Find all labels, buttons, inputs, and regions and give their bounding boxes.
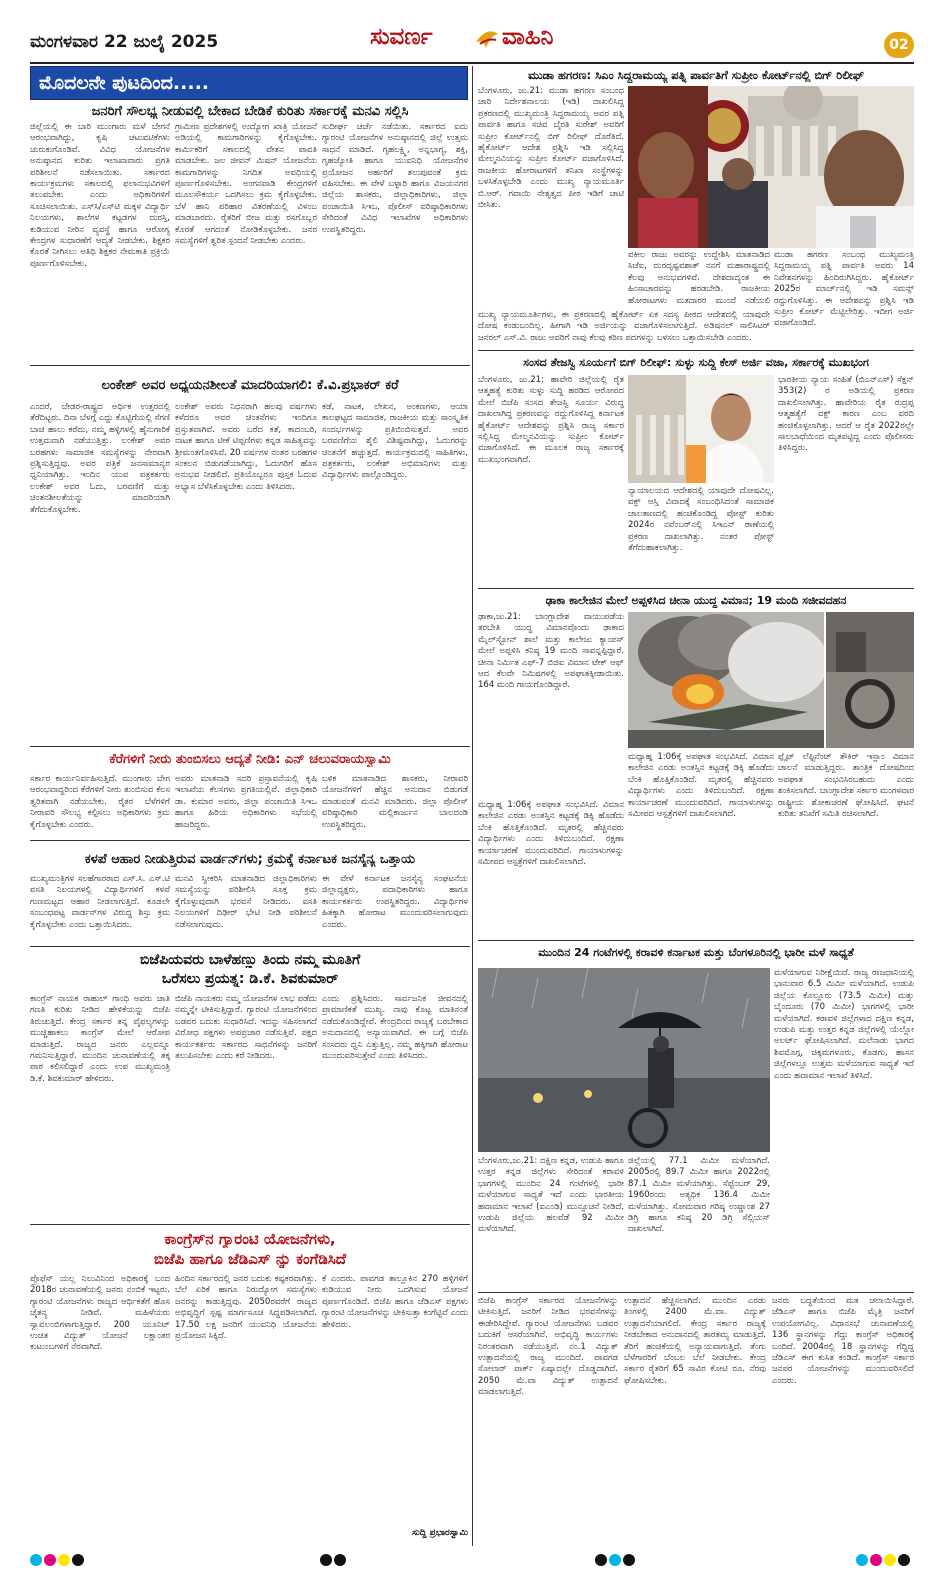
registration-dot: [30, 1554, 42, 1566]
masthead-rule: [30, 62, 914, 64]
article-headline: ಕೆರೆಗಳಿಗೆ ನೀರು ತುಂಬಿಸಲು ಆದ್ಯತೆ ನೀಡಿ: ಎನ್ ಚಲುವರಾಯಸ್ವಾಮಿ: [109, 752, 391, 767]
article-body: ಮನವಿ ಸ್ವೀಕರಿಸಿ ಮಾತನಾಡಿದ ಜಿಲ್ಲಾಧಿಕಾರಿಗಳು ಸಮಸ್ಯೆಯನ್ನು ಪರಿಶೀಲಿಸಿ ಸೂಕ್ತ ಕ್ರಮ ಕೈಗೊಳ್ಳುವುದಾಗಿ ಭರವಸೆ ನೀಡಿದರು. ವಸತಿ ನಿಲಯಗಳಿಗೆ ದಿಢೀರ್ ಭೇಟಿ ನೀಡಿ ಪರಿಶೀಲನೆ ನಡೆಸಲಾಗುವುದು.: [175, 874, 317, 930]
photo-rain-icon: [478, 968, 770, 1152]
news-photo-plane-crash: [628, 612, 824, 748]
photo-crash-icon: [628, 612, 824, 748]
article-headline: ಸಂಸದ ತೇಜಸ್ವಿ ಸೂರ್ಯಗೆ ಬಿಗ್ ರಿಲೀಫ್: ಸುಳ್ಳು ಸುದ್ದಿ ಕೇಸ್ ಅರ್ಜಿ ವಜಾ, ಸರ್ಕಾರಕ್ಕೆ ಮುಖಭಂಗ: [523, 356, 869, 369]
article-headline: ಢಾಕಾ ಕಾಲೇಜಿನ ಮೇಲೆ ಅಪ್ಪಳಿಸಿದ ಚೀನಾ ಯುದ್ಧ ವಿಮಾನ; 19 ಮಂದಿ ಸಜೀವದಹನ: [545, 594, 847, 607]
article-headline: ಕಳಪೆ ಆಹಾರ ನೀಡುತ್ತಿರುವ ವಾರ್ಡನ್‌ಗಳು; ಕ್ರಮಕ್ಕೆ ಕರ್ನಾಟಕ ಜನಸೈನ್ಯ ಒತ್ತಾಯ: [84, 852, 416, 867]
article-body: ಲಂಕೇಶ್ ಅವರು ನಿಧನರಾಗಿ ಹಲವು ವರ್ಷಗಳು ಕಳೆದರೂ ಅವರ ಚಿಂತನೆಗಳು ಇಂದಿಗೂ ಪ್ರಸ್ತುತವಾಗಿವೆ. ಅವರು ಬರೆದ ಕತೆ, ಕಾದಂಬರಿ, ನಾಟಕ ಹಾಗೂ ಟೀಕೆ ಟಿಪ್ಪಣಿಗಳು ಕನ್ನಡ ಸಾಹಿತ್ಯವನ್ನು ಶ್ರೀಮಂತಗೊಳಿಸಿವೆ. 20 ವರ್ಷಗಳ ನಂತರ ಬರಹಗಳ ಸಂಕಲನ ಬಿಡುಗಡೆಯಾಗಿದ್ದು, ಓದುಗರಿಗೆ ಹೊಸ ಅನುಭವ ನೀಡಲಿದೆ. ಪ್ರತಿಯೊಬ್ಬರೂ ಪುಸ್ತಕ ಓದುವ ಅಭ್ಯಾಸ ಬೆಳೆಸಿಕೊಳ್ಳಬೇಕು ಎಂದು ತಿಳಿಸಿದರು.: [175, 402, 317, 492]
newspaper-logo: [370, 24, 640, 56]
registration-dot: [72, 1554, 84, 1566]
registration-dot: [44, 1554, 56, 1566]
photo-portrait-icon: [628, 375, 774, 483]
article-headline: ಮುಡಾ ಹಗರಣ: ಸಿಎಂ ಸಿದ್ದರಾಮಯ್ಯ ಪತ್ನಿ ಪಾರ್ವತಿಗೆ ಸುಪ್ರೀಂ ಕೋರ್ಟ್‌ನಲ್ಲಿ ಬಿಗ್ ರಿಲೀಫ್: [528, 68, 864, 82]
registration-dot: [58, 1554, 70, 1566]
article-divider: [30, 365, 470, 366]
article-body: ಬೆಂಗಳೂರು, ಜು.21: ಮುಡಾ ಹಗರಣ ಸಂಬಂಧ ಜಾರಿ ನಿರ್ದೇಶನಾಲಯ (ಇಡಿ) ದಾಖಲಿಸಿದ್ದ ಪ್ರಕರಣದಲ್ಲಿ ಮುಖ್ಯಮಂತ್ರಿ ಸಿದ್ದರಾಮಯ್ಯ ಅವರ ಪತ್ನಿ ಪಾರ್ವತಿ ಹಾಗೂ ಸಚಿವ ಬೈರತಿ ಸುರೇಶ್ ಅವರಿಗೆ ಸುಪ್ರೀಂ ಕೋರ್ಟ್‌ನಲ್ಲಿ ಬಿಗ್ ರಿಲೀಫ್ ದೊರೆತಿದೆ. ಹೈಕೋರ್ಟ್ ಆದೇಶ ಪ್ರಶ್ನಿಸಿ ಇಡಿ ಸಲ್ಲಿಸಿದ್ದ ಮೇಲ್ಮನವಿಯನ್ನು ಸುಪ್ರೀಂ ಕೋರ್ಟ್ ವಜಾಗೊಳಿಸಿದೆ. ರಾಜಕೀಯ ಹೋರಾಟಗಳಿಗೆ ತನಿಖಾ ಸಂಸ್ಥೆಗಳನ್ನು ಬಳಸಿಕೊಳ್ಳಬೇಡಿ ಎಂದು ಮುಖ್ಯ ನ್ಯಾಯಮೂರ್ತಿ ಬಿ.ಆರ್. ಗವಾಯಿ ನೇತೃತ್ವದ ಪೀಠ ಇಡಿಗೆ ಚಾಟಿ ಬೀಸಿತು.: [478, 86, 624, 211]
article-body: ಮಧ್ಯಾಹ್ನ 1:06ಕ್ಕೆ ಅಪಘಾತ ಸಂಭವಿಸಿದೆ. ವಿಮಾನ ಕಾಲೇಜಿನ ಎರಡು ಅಂತಸ್ತಿನ ಕಟ್ಟಡಕ್ಕೆ ಡಿಕ್ಕಿ ಹೊಡೆದು ಬೆಂಕಿ ಹೊತ್ತಿಕೊಂಡಿದೆ. ಮೃತರಲ್ಲಿ ಹೆಚ್ಚಿನವರು ವಿದ್ಯಾರ್ಥಿಗಳು ಎಂದು ತಿಳಿದುಬಂದಿದೆ. ರಕ್ಷಣಾ ಕಾರ್ಯಾಚರಣೆ ಮುಂದುವರಿದಿದೆ. ಗಾಯಾಳುಗಳನ್ನು ಸಮೀಪದ ಆಸ್ಪತ್ರೆಗಳಿಗೆ ದಾಖಲಿಸಲಾಗಿದೆ.: [628, 752, 774, 820]
registration-dot: [609, 1554, 621, 1566]
article-body: ಉತ್ಪಾದನೆ ಹೆಚ್ಚಿಸಲಾಗಿದೆ. ಮುಂದಿನ ಎರಡು ತಿಂಗಳಲ್ಲಿ 2400 ಮೆ.ವಾ. ವಿದ್ಯುತ್ ಉತ್ಪಾದನೆಯಾಗಲಿದೆ. ಕೇಂದ್ರ ಸರ್ಕಾರ ರಾಜ್ಯಕ್ಕೆ ನೀಡಬೇಕಾದ ಅನುದಾನದಲ್ಲಿ ತಾರತಮ್ಯ ಮಾಡುತ್ತಿದೆ. ತೆರಿಗೆ ಹಂಚಿಕೆಯಲ್ಲಿ ಅನ್ಯಾಯವಾಗುತ್ತಿದೆ. ತೆಂಗು ಬೆಳೆಗಾರರಿಗೆ ಬೆಂಬಲ ಬೆಲೆ ನೀಡಬೇಕು. ಕೇಂದ್ರ ಸರ್ಕಾರ ರೈತರಿಗೆ 65 ಸಾವಿರ ಕೋಟಿ ರೂ. ನೆರವು ಘೋಷಿಸಬೇಕು.: [624, 1296, 766, 1386]
article-body: ಬೆಂಗಳೂರು,ಜು.21: ದಕ್ಷಿಣ ಕನ್ನಡ, ಉಡುಪಿ ಹಾಗೂ ಉತ್ತರ ಕನ್ನಡ ಜಿಲ್ಲೆಗಳು ಸೇರಿದಂತೆ ಕರಾವಳಿ ಭಾಗಗಳಲ್ಲಿ ಮುಂದಿನ 24 ಗಂಟೆಗಳಲ್ಲಿ ಭಾರೀ ಮಳೆಯಾಗುವ ಸಾಧ್ಯತೆ ಇದೆ ಎಂದು ಭಾರತೀಯ ಹವಾಮಾನ ಇಲಾಖೆ (ಐಎಂಡಿ) ಮುನ್ಸೂಚನೆ ನೀಡಿದೆ. ಉಡುಪಿ ಜಿಲ್ಲೆಯ ಹಲವೆಡೆ 92 ಮಿಮೀ ಮಳೆಯಾಗಿದೆ.: [478, 1156, 624, 1235]
byline: ಸುದ್ದಿ ಪ್ರಭಾರಸ್ವಾಮಿ: [412, 1528, 468, 1538]
registration-dot: [856, 1554, 868, 1566]
article-body: ಪ್ರೊಫೆಸ್ ಯಲ್ಲ ನಿಲುವಿನಿಂದ ಅಧಿಕಾರಕ್ಕೆ ಬಂದ 2018ರ ಚುನಾವಣೆಯಲ್ಲಿ ಜನರು ನಂಬಿಕೆ ಇಟ್ಟರು. ಗ್ಯಾರಂಟಿ ಯೋಜನೆಗಳು ರಾಜ್ಯದ ಆರ್ಥಿಕತೆಗೆ ಹೊಸ ಚೈತನ್ಯ ನೀಡಿವೆ. ಮಹಿಳೆಯರು ಸ್ವಾವಲಂಬಿಗಳಾಗುತ್ತಿದ್ದಾರೆ. 200 ಯೂನಿಟ್ ಉಚಿತ ವಿದ್ಯುತ್ ಯೋಜನೆ ಲಕ್ಷಾಂತರ ಕುಟುಂಬಗಳಿಗೆ ನೆರವಾಗಿದೆ.: [30, 1274, 170, 1353]
issue-date: ಮಂಗಳವಾರ 22 ಜುಲೈ 2025: [30, 32, 219, 52]
article-body: ಬೆಂಗಳೂರು, ಜು.21: ಹಾವೇರಿ ಜಿಲ್ಲೆಯಲ್ಲಿ ರೈತ ಆತ್ಮಹತ್ಯೆ ಕುರಿತು ಸುಳ್ಳು ಸುದ್ದಿ ಹರಡಿದ ಆರೋಪದ ಮೇಲೆ ಬಿಜೆಪಿ ಸಂಸದ ತೇಜಸ್ವಿ ಸೂರ್ಯ ವಿರುದ್ಧ ದಾಖಲಾಗಿದ್ದ ಪ್ರಕರಣವನ್ನು ರದ್ದುಗೊಳಿಸಿದ್ದ ಕರ್ನಾಟಕ ಹೈಕೋರ್ಟ್ ಆದೇಶವನ್ನು ಪ್ರಶ್ನಿಸಿ ರಾಜ್ಯ ಸರ್ಕಾರ ಸಲ್ಲಿಸಿದ್ದ ಮೇಲ್ಮನವಿಯನ್ನು ಸುಪ್ರೀಂ ಕೋರ್ಟ್ ವಜಾಗೊಳಿಸಿದೆ. ಈ ಮೂಲಕ ರಾಜ್ಯ ಸರ್ಕಾರಕ್ಕೆ ಮುಖಭಂಗವಾಗಿದೆ.: [478, 375, 624, 465]
logo-text-right: ವಾಹಿನಿ: [502, 24, 554, 50]
registration-dot: [870, 1554, 882, 1566]
article-headline: ಬಿಜೆಪಿ ಹಾಗೂ ಜೆಡಿಎಸ್ ನ್ನು ಕಂಗೆಡಿಸಿದೆ: [153, 1250, 347, 1268]
article-body: ಭಾರತೀಯ ನ್ಯಾಯ ಸಂಹಿತೆ (ಬಿಎನ್‌ಎಸ್) ಸೆಕ್ಷನ್ 353(2) ರ ಅಡಿಯಲ್ಲಿ ಪ್ರಕರಣ ದಾಖಲಿಸಲಾಗಿತ್ತು. ಹಾವೇರಿಯ ರೈತ ರುದ್ರಪ್ಪ ಆತ್ಮಹತ್ಯೆಗೆ ವಕ್ಫ್ ಕಾರಣ ಎಂಬ ವರದಿ ಹಂಚಿಕೊಳ್ಳಲಾಗಿತ್ತು. ಆದರೆ ಆ ರೈತ 2022ರಲ್ಲೇ ಸಾಲಬಾಧೆಯಿಂದ ಮೃತಪಟ್ಟಿದ್ದ ಎಂದು ಪೊಲೀಸರು ತಿಳಿಸಿದ್ದರು.: [778, 375, 914, 454]
article-body: ಹಿಂದಿನ ಸರ್ಕಾರದಲ್ಲಿ ಜನರ ಬದುಕು ಕಷ್ಟಕರವಾಗಿತ್ತು. ಬೆಲೆ ಏರಿಕೆ ಹಾಗೂ ನಿರುದ್ಯೋಗ ಸಮಸ್ಯೆಗಳು ಜನರನ್ನು ಕಾಡುತ್ತಿದ್ದವು. 2050ರವರೆಗೆ ರಾಜ್ಯದ ಅಭಿವೃದ್ಧಿಗೆ ಸ್ಪಷ್ಟ ಮಾರ್ಗಸೂಚಿ ಸಿದ್ಧಪಡಿಸಲಾಗಿದೆ. 17.50 ಲಕ್ಷ ಜನರಿಗೆ ಯುವನಿಧಿ ಯೋಜನೆಯ ಪ್ರಯೋಜನ ಸಿಕ್ಕಿದೆ.: [175, 1274, 317, 1342]
article-divider: [30, 746, 470, 747]
article-body: ಢಾಕಾ,ಜು.21: ಬಾಂಗ್ಲಾದೇಶ ವಾಯುಪಡೆಯ ತರಬೇತಿ ಯುದ್ಧ ವಿಮಾನವೊಂದು ಢಾಕಾದ ಮೈಲ್‌ಸ್ಟೋನ್ ಶಾಲೆ ಮತ್ತು ಕಾಲೇಜು ಕ್ಯಾಂಪಸ್ ಮೇಲೆ ಅಪ್ಪಳಿಸಿ ಕನಿಷ್ಠ 19 ಮಂದಿ ಸಾವನ್ನಪ್ಪಿದ್ದಾರೆ. ಚೀನಾ ನಿರ್ಮಿತ ಎಫ್-7 ಬಿಜಿಐ ವಿಮಾನ ಟೇಕ್ ಆಫ್ ಆದ ಕೆಲವೇ ನಿಮಿಷಗಳಲ್ಲಿ ಅಪಘಾತಕ್ಕೀಡಾಯಿತು. 164 ಮಂದಿ ಗಾಯಗೊಂಡಿದ್ದಾರೆ.: [478, 612, 624, 691]
logo-emblem-icon: [474, 26, 500, 52]
registration-dot: [884, 1554, 896, 1566]
article-body: ಬಿಜೆಪಿ ನಾಯಕರು ನಮ್ಮ ಯೋಜನೆಗಳ ಲಾಭ ಪಡೆದು ನಮ್ಮನ್ನೇ ಟೀಕಿಸುತ್ತಿದ್ದಾರೆ. ಗ್ಯಾರಂಟಿ ಯೋಜನೆಗಳಿಂದ ಬಡವರ ಬದುಕು ಸುಧಾರಿಸಿದೆ. ಇದನ್ನು ಸಹಿಸಲಾಗದೆ ವಿರೋಧ ಪಕ್ಷಗಳು ಅಪಪ್ರಚಾರ ನಡೆಸುತ್ತಿವೆ. ಪಕ್ಷದ ಕಾರ್ಯಕರ್ತರು ಸರ್ಕಾರದ ಸಾಧನೆಗಳನ್ನು ಜನರಿಗೆ ತಲುಪಿಸಬೇಕು ಎಂದು ಕರೆ ನೀಡಿದರು.: [175, 994, 317, 1062]
article-headline: ಮುಂದಿನ 24 ಗಂಟೆಗಳಲ್ಲಿ ಕರಾವಳಿ ಕರ್ನಾಟಕ ಮತ್ತು ಬೆಂಗಳೂರಿನಲ್ಲಿ ಭಾರೀ ಮಳೆ ಸಾಧ್ಯತೆ: [538, 946, 854, 959]
news-photo-wreckage: [826, 612, 914, 748]
article-body: ಜನರು ಬದ್ಧತೆಯಿಂದ ಮತ ಚಲಾಯಿಸಿದ್ದಾರೆ. ಜೆಡಿಎಸ್ ಹಾಗೂ ಬಿಜೆಪಿ ಮೈತ್ರಿ ಜನರಿಗೆ ಉಪಯೋಗವಿಲ್ಲ. ವಿಧಾನಸಭೆ ಚುನಾವಣೆಯಲ್ಲಿ 136 ಸ್ಥಾನಗಳನ್ನು ಗೆದ್ದು ಕಾಂಗ್ರೆಸ್ ಅಧಿಕಾರಕ್ಕೆ ಬಂದಿದೆ. 2004ರಲ್ಲಿ 18 ಸ್ಥಾನಗಳನ್ನು ಗೆದ್ದಿದ್ದ ಜೆಡಿಎಸ್ ಈಗ ಕುಸಿತ ಕಂಡಿದೆ. ಕಾಂಗ್ರೆಸ್ ಸರ್ಕಾರ ಜನಪರ ಯೋಜನೆಗಳನ್ನು ಮುಂದುವರಿಸಲಿದೆ ಎಂದರು.: [772, 1296, 914, 1386]
registration-marks-left: [30, 1554, 90, 1566]
article-headline: ಲಂಕೇಶ್ ಅವರ ಅಧ್ಯಯನಶೀಲತೆ ಮಾದರಿಯಾಗಲಿ: ಕೆ.ವಿ.ಪ್ರಭಾಕರ್ ಕರೆ: [101, 378, 399, 393]
article-body: ಕೆ ಎಂದರು. ಪಾವಗಡ ತಾಲ್ಲೂಕಿನ 270 ಹಳ್ಳಿಗಳಿಗೆ ಕುಡಿಯುವ ನೀರು ಒದಗಿಸುವ ಯೋಜನೆ ಪೂರ್ಣಗೊಂಡಿದೆ. ಬಿಜೆಪಿ ಹಾಗೂ ಜೆಡಿಎಸ್ ಪಕ್ಷಗಳು ಗ್ಯಾರಂಟಿ ಯೋಜನೆಗಳನ್ನು ಟೀಕಿಸುತ್ತಾ ಕಂಗೆಟ್ಟಿವೆ ಎಂದು ಹೇಳಿದರು.: [322, 1274, 468, 1330]
registration-dot: [898, 1554, 910, 1566]
news-photo-rain-umbrella: [478, 968, 770, 1152]
article-body: ಮುಡಾ ಹಗರಣ ಸಂಬಂಧ ಮುಖ್ಯಮಂತ್ರಿ ಸಿದ್ದರಾಮಯ್ಯ ಪತ್ನಿ ಪಾರ್ವತಿ ಅವರು 14 ನಿವೇಶನಗಳನ್ನು ಹಿಂದಿರುಗಿಸಿದ್ದರು. ಹೈಕೋರ್ಟ್ 2025ರ ಮಾರ್ಚ್‌ನಲ್ಲಿ ಇಡಿ ಸಮನ್ಸ್ ರದ್ದುಗೊಳಿಸಿತ್ತು. ಈ ಆದೇಶವನ್ನು ಪ್ರಶ್ನಿಸಿ ಇಡಿ ಸುಪ್ರೀಂ ಕೋರ್ಟ್ ಮೆಟ್ಟಿಲೇರಿತ್ತು. ಇದೀಗ ಅರ್ಜಿ ವಜಾಗೊಂಡಿದೆ.: [774, 250, 914, 329]
article-body: ಎಂದು ಪ್ರಶ್ನಿಸಿದರು. ಸಾರ್ವಜನಿಕ ಜೀವನದಲ್ಲಿ ಪ್ರಾಮಾಣಿಕತೆ ಮುಖ್ಯ. ನಾವು ಕೊಟ್ಟ ಮಾತಿನಂತೆ ನಡೆದುಕೊಂಡಿದ್ದೇವೆ. ಕೇಂದ್ರದಿಂದ ರಾಜ್ಯಕ್ಕೆ ಬರಬೇಕಾದ ಅನುದಾನದಲ್ಲಿ ಅನ್ಯಾಯವಾಗಿದೆ. ಈ ಬಗ್ಗೆ ಬಿಜೆಪಿ ಸಂಸದರು ಧ್ವನಿ ಎತ್ತುತ್ತಿಲ್ಲ. ನಮ್ಮ ಹಕ್ಕಿಗಾಗಿ ಹೋರಾಟ ಮುಂದುವರಿಸುತ್ತೇವೆ ಎಂದು ತಿಳಿಸಿದರು.: [322, 994, 468, 1062]
logo-text-left: ಸುವರ್ಣ: [370, 24, 433, 50]
article-body-continued: ಮಧ್ಯಾಹ್ನ 1:06ಕ್ಕೆ ಅಪಘಾತ ಸಂಭವಿಸಿದೆ. ವಿಮಾನ ಕಾಲೇಜಿನ ಎರಡು ಅಂತಸ್ತಿನ ಕಟ್ಟಡಕ್ಕೆ ಡಿಕ್ಕಿ ಹೊಡೆದು ಬೆಂಕಿ ಹೊತ್ತಿಕೊಂಡಿದೆ. ಮೃತರಲ್ಲಿ ಹೆಚ್ಚಿನವರು ವಿದ್ಯಾರ್ಥಿಗಳು ಎಂದು ತಿಳಿದುಬಂದಿದೆ. ರಕ್ಷಣಾ ಕಾರ್ಯಾಚರಣೆ ಮುಂದುವರಿದಿದೆ. ಗಾಯಾಳುಗಳನ್ನು ಸಮೀಪದ ಆಸ್ಪತ್ರೆಗಳಿಗೆ ದಾಖಲಿಸಲಾಗಿದೆ.: [478, 800, 624, 868]
column-divider: [472, 66, 473, 1546]
article-body: [628, 250, 629, 251]
article-headline: ಜನರಿಗೆ ಸೌಲಭ್ಯ ನೀಡುವಲ್ಲಿ ಬೇಕಾದ ಬೇಡಿಕೆ ಕುರಿತು ಸರ್ಕಾರಕ್ಕೆ ಮನವಿ ಸಲ್ಲಿಸಿ: [91, 104, 409, 119]
article-body: ಬಿಜೆಪಿ ಕಾಂಗ್ರೆಸ್ ಸರ್ಕಾರದ ಯೋಜನೆಗಳನ್ನು ಟೀಕಿಸುತ್ತಿದೆ. ಜನರಿಗೆ ನೀಡಿದ ಭರವಸೆಗಳನ್ನು ಈಡೇರಿಸಿದ್ದೇವೆ. ಗ್ಯಾರಂಟಿ ಯೋಜನೆಗಳು ಬಡವರ ಬದುಕಿಗೆ ಆಸರೆಯಾಗಿವೆ. ಅಭಿವೃದ್ಧಿ ಕಾರ್ಯಗಳು ನಿರಂತರವಾಗಿ ನಡೆಯುತ್ತಿವೆ. ನಂ.1 ವಿದ್ಯುತ್ ಉತ್ಪಾದನೆಯಲ್ಲಿ ರಾಜ್ಯ ಮುಂದಿದೆ. ಪಾವಗಡ ಸೋಲಾರ್ ಪಾರ್ಕ್ ಏಷ್ಯಾದಲ್ಲೇ ದೊಡ್ಡದಾಗಿದೆ. 2050 ಮೆ.ವಾ ವಿದ್ಯುತ್ ಉತ್ಪಾದನೆ ಮಾಡಲಾಗುತ್ತಿದೆ.: [478, 1296, 618, 1398]
article-divider: [478, 588, 914, 589]
article-body: [478, 310, 770, 348]
section-banner-title: ಮೊದಲನೇ ಪುಟದಿಂದ.....: [39, 72, 210, 94]
article-body: ಕಡೆ, ನಾಟಕ, ಲೇಖನ, ಅಂಕಣಗಳು, ಆಯಾ ಕಾಲಘಟ್ಟದ ಸಾಮಾಜಿಕ, ರಾಜಕೀಯ ಮತ್ತು ಸಾಂಸ್ಕೃತಿಕ ಸಂದರ್ಭಗಳನ್ನು ಪ್ರತಿಬಿಂಬಿಸುತ್ತವೆ. ಅವರ ಬರವಣಿಗೆಯ ಶೈಲಿ ವಿಶಿಷ್ಟವಾಗಿದ್ದು, ಓದುಗರನ್ನು ಚಿಂತನೆಗೆ ಹಚ್ಚುತ್ತದೆ. ಕಾರ್ಯಕ್ರಮದಲ್ಲಿ ಸಾಹಿತಿಗಳು, ಪತ್ರಕರ್ತರು, ಲಂಕೇಶ್ ಅಭಿಮಾನಿಗಳು ಮತ್ತು ವಿದ್ಯಾರ್ಥಿಗಳು ಪಾಲ್ಗೊಂಡಿದ್ದರು.: [322, 402, 468, 481]
registration-dot: [320, 1554, 332, 1566]
masthead: [0, 0, 945, 60]
registration-marks-center-right: [595, 1554, 655, 1566]
registration-marks-center-left: [320, 1554, 360, 1566]
article-divider: [30, 840, 470, 841]
article-body: ವಕೀಲ ರಾಜು ಅವರನ್ನು ಉದ್ದೇಶಿಸಿ ಮಾತನಾಡಿದ ಸಿಜೆಐ, ದುರದೃಷ್ಟವಶಾತ್ ನನಗೆ ಮಹಾರಾಷ್ಟ್ರದಲ್ಲಿ ಕೆಲವು ಅನುಭವಗಳಿವೆ. ದೇಶದಾದ್ಯಂತ ಈ ಹಿಂಸಾಚಾರವನ್ನು ಹರಡಬೇಡಿ. ರಾಜಕೀಯ ಹೋರಾಟಗಳು ಮತದಾರರ ಮುಂದೆ ನಡೆಯಲಿ: [628, 250, 770, 306]
article-body: ಸುದೀರ್ಘ ಚರ್ಚೆ ನಡೆಯಿತು. ಸರ್ಕಾರದ ಐದು ಗ್ಯಾರಂಟಿ ಯೋಜನೆಗಳ ಅನುಷ್ಠಾನದಲ್ಲಿ ಜಿಲ್ಲೆ ಉತ್ತಮ ಸಾಧನೆ ಮಾಡಿದೆ. ಗೃಹಲಕ್ಷ್ಮಿ, ಅನ್ನಭಾಗ್ಯ, ಶಕ್ತಿ, ಗೃಹಜ್ಯೋತಿ ಹಾಗೂ ಯುವನಿಧಿ ಯೋಜನೆಗಳ ಪ್ರಯೋಜನ ಅರ್ಹರಿಗೆ ತಲುಪುವಂತೆ ಕ್ರಮ ವಹಿಸಬೇಕು. ಈ ವೇಳೆ ಬಳ್ಳಾರಿ ಹಾಗೂ ವಿಜಯನಗರ ಜಿಲ್ಲೆಯ ಶಾಸಕರು, ಜಿಲ್ಲಾಧಿಕಾರಿಗಳು, ಜಿಲ್ಲಾ ಪಂಚಾಯಿತಿ ಸಿಇಒ, ಪೊಲೀಸ್ ವರಿಷ್ಠಾಧಿಕಾರಿಗಳು ಸೇರಿದಂತೆ ವಿವಿಧ ಇಲಾಖೆಗಳ ಅಧಿಕಾರಿಗಳು ಉಪಸ್ಥಿತರಿದ್ದರು.: [322, 122, 468, 235]
article-body: ಗ್ರಾಮೀಣ ಪ್ರದೇಶಗಳಲ್ಲಿ ಉದ್ಯೋಗ ಖಾತ್ರಿ ಯೋಜನೆ ಅಡಿಯಲ್ಲಿ ಕಾಮಗಾರಿಗಳನ್ನು ಕೈಗೊಳ್ಳಬೇಕು. ಕಾರ್ಮಿಕರಿಗೆ ಸಕಾಲದಲ್ಲಿ ವೇತನ ಪಾವತಿ ಮಾಡಬೇಕು. ಜಲ ಜೀವನ್ ಮಿಷನ್ ಯೋಜನೆಯ ಕಾಮಗಾರಿಗಳನ್ನು ನಿಗದಿತ ಅವಧಿಯಲ್ಲಿ ಪೂರ್ಣಗೊಳಿಸಬೇಕು. ಅಂಗನವಾಡಿ ಕೇಂದ್ರಗಳಿಗೆ ಮೂಲಸೌಕರ್ಯ ಒದಗಿಸಲು ಕ್ರಮ ಕೈಗೊಳ್ಳಬೇಕು. ಬೆಳೆ ಹಾನಿ ಪರಿಹಾರ ವಿತರಣೆಯಲ್ಲಿ ವಿಳಂಬ ಮಾಡಬಾರದು. ರೈತರಿಗೆ ಬೀಜ ಮತ್ತು ರಸಗೊಬ್ಬರ ಕೊರತೆ ಆಗದಂತೆ ನೋಡಿಕೊಳ್ಳಬೇಕು. ಜನರ ಸಮಸ್ಯೆಗಳಿಗೆ ತ್ವರಿತ ಸ್ಪಂದನೆ ನೀಡಬೇಕು ಎಂದರು.: [175, 122, 317, 247]
article-body: ಸರ್ಕಾರ ಕಾರ್ಯನಿರ್ವಹಿಸುತ್ತಿದೆ. ಮುಂಗಾರು ಬೇಗ ಆರಂಭವಾದ್ದರಿಂದ ಕೆರೆಗಳಿಗೆ ನೀರು ತುಂಬಿಸುವ ಕೆಲಸ ತ್ವರಿತವಾಗಿ ನಡೆಯಬೇಕು. ರೈತರ ಬೆಳೆಗಳಿಗೆ ನೀರಾವರಿ ಸೌಲಭ್ಯ ಕಲ್ಪಿಸಲು ಅಧಿಕಾರಿಗಳು ಕ್ರಮ ಕೈಗೊಳ್ಳಬೇಕು ಎಂದರು.: [30, 774, 170, 830]
article-headline: ಒರೆಸಲು ಪ್ರಯತ್ನ: ಡಿ.ಕೆ. ಶಿವಕುಮಾರ್: [161, 971, 339, 987]
page-number-badge: [884, 32, 914, 58]
registration-dot: [623, 1554, 635, 1566]
article-divider: [478, 1292, 914, 1293]
article-body: ಫ್ಲೈಟ್ ಲೆಫ್ಟಿನೆಂಟ್ ತೌಕಿರ್ ಇಸ್ಲಾಂ ವಿಮಾನ ಚಾಲನೆ ಮಾಡುತ್ತಿದ್ದರು. ತಾಂತ್ರಿಕ ದೋಷದಿಂದ ಅಪಘಾತ ಸಂಭವಿಸಿರಬಹುದು ಎಂದು ಶಂಕಿಸಲಾಗಿದೆ. ಬಾಂಗ್ಲಾದೇಶ ಸರ್ಕಾರ ಮಂಗಳವಾರ ರಾಷ್ಟ್ರೀಯ ಶೋಕಾಚರಣೆ ಘೋಷಿಸಿದೆ. ಘಟನೆ ಕುರಿತು ತನಿಖೆಗೆ ಸಮಿತಿ ರಚಿಸಲಾಗಿದೆ.: [778, 752, 914, 820]
article-body: ಜಿಲ್ಲೆಯಲ್ಲಿ 77.1 ಮಿಮೀ ಮಳೆಯಾಗಿದೆ. 2005ರಲ್ಲಿ 89.7 ಮಿಮೀ ಹಾಗೂ 2022ರಲ್ಲಿ 87.1 ಮಿಮೀ ಮಳೆಯಾಗಿತ್ತು. ಸೆಪ್ಟೆಂಬರ್ 29, 1960ರಂದು ಅತ್ಯಧಿಕ 136.4 ಮಿಮೀ ಮಳೆಯಾಗಿತ್ತು. ಸೋಮವಾರ ಗರಿಷ್ಠ ಉಷ್ಣಾಂಶ 27 ಡಿಗ್ರಿ ಹಾಗೂ ಕನಿಷ್ಠ 20 ಡಿಗ್ರಿ ಸೆಲ್ಸಿಯಸ್ ದಾಖಲಾಗಿದೆ.: [628, 1156, 770, 1235]
article-body: ಎಂದರೆ, ಬೇಡರ-ರಾಷ್ಟ್ರದ ಅರ್ಥಿಕ ಉತ್ತರದಲ್ಲಿ ತೆರೆದಿಟ್ಟರು. ದಿನಾ ಬೆಳಗ್ಗೆ ಎದ್ದು ಕೊಟ್ಟಿಗೆಯಲ್ಲಿ ಸೆಗಣಿ ಬಾಚಿ ಹಾಲು ಕರೆದು, ನಮ್ಮ ಹಳ್ಳಿಗಳಲ್ಲಿ ಹೈನುಗಾರಿಕೆ ಉತ್ತಮವಾಗಿ ನಡೆಯುತ್ತಿತ್ತು. ಲಂಕೇಶ್ ಅವರ ಬರಹಗಳು ಸಾಮಾಜಿಕ ಸಮಸ್ಯೆಗಳನ್ನು ನೇರವಾಗಿ ಪ್ರಶ್ನಿಸುತ್ತಿದ್ದವು. ಅವರ ಪತ್ರಿಕೆ ಜನಸಾಮಾನ್ಯರ ಧ್ವನಿಯಾಗಿತ್ತು. ಇಂದಿನ ಯುವ ಪತ್ರಕರ್ತರು ಲಂಕೇಶ್ ಅವರ ಓದು, ಬರವಣಿಗೆ ಮತ್ತು ಚಿಂತನಶೀಲತೆಯನ್ನು ಮಾದರಿಯಾಗಿ ತೆಗೆದುಕೊಳ್ಳಬೇಕು.: [30, 402, 170, 515]
article-body: [478, 800, 624, 932]
news-photo-mp-supreme-court: [628, 375, 774, 483]
photo-collage-icon: [628, 86, 914, 248]
article-body: ಕಾಂಗ್ರೆಸ್ ನಾಯಕ ರಾಹುಲ್ ಗಾಂಧಿ ಅವರು ಜಾತಿ ಗಣತಿ ಕುರಿತು ನೀಡಿದ ಹೇಳಿಕೆಯನ್ನು ಬಿಜೆಪಿ ತಿರುಚುತ್ತಿದೆ. ಕೇಂದ್ರ ಸರ್ಕಾರ ತನ್ನ ವೈಫಲ್ಯಗಳನ್ನು ಮುಚ್ಚಿಹಾಕಲು ಕಾಂಗ್ರೆಸ್ ಮೇಲೆ ಆರೋಪ ಮಾಡುತ್ತಿದೆ. ರಾಜ್ಯದ ಜನರು ಎಲ್ಲವನ್ನೂ ಗಮನಿಸುತ್ತಿದ್ದಾರೆ. ಮುಂದಿನ ಚುನಾವಣೆಯಲ್ಲಿ ತಕ್ಕ ಪಾಠ ಕಲಿಸಲಿದ್ದಾರೆ ಎಂದು ಉಪ ಮುಖ್ಯಮಂತ್ರಿ ಡಿ.ಕೆ. ಶಿವಕುಮಾರ್ ಹೇಳಿದರು.: [30, 994, 170, 1084]
article-divider: [30, 1224, 470, 1225]
article-body: ಈ ವೇಳೆ ಕರ್ನಾಟಕ ಜನಸೈನ್ಯ ಸಂಘಟನೆಯ ಜಿಲ್ಲಾಧ್ಯಕ್ಷರು, ಪದಾಧಿಕಾರಿಗಳು ಹಾಗೂ ಕಾರ್ಯಕರ್ತರು ಉಪಸ್ಥಿತರಿದ್ದರು. ವಿದ್ಯಾರ್ಥಿಗಳ ಹಿತಕ್ಕಾಗಿ ಹೋರಾಟ ಮುಂದುವರಿಸಲಾಗುವುದು ಎಂದರು.: [322, 874, 468, 930]
registration-marks-right: [856, 1554, 916, 1566]
article-headline: ಬಿಜೆಪಿಯವರು ಬಾಳೆಹಣ್ಣು ತಿಂದು ನಮ್ಮ ಮೂತಿಗೆ: [139, 952, 361, 968]
article-body: ಮುಖ್ಯಮಂತ್ರಿಗಳ ಸಲಹೆಗಾರರಾದ ಎಸ್.ಸಿ. ಎಸ್.ಟಿ ವಸತಿ ನಿಲಯಗಳಲ್ಲಿ ವಿದ್ಯಾರ್ಥಿಗಳಿಗೆ ಕಳಪೆ ಗುಣಮಟ್ಟದ ಆಹಾರ ನೀಡಲಾಗುತ್ತಿದೆ. ಕೂಡಲೇ ಸಂಬಂಧಪಟ್ಟ ವಾರ್ಡನ್‌ಗಳ ವಿರುದ್ಧ ಶಿಸ್ತು ಕ್ರಮ ಕೈಗೊಳ್ಳಬೇಕು ಎಂದು ಒತ್ತಾಯಿಸಿದರು.: [30, 874, 170, 930]
article-headline: ಕಾಂಗ್ರೆಸ್‌ನ ಗ್ಯಾರಂಟಿ ಯೋಜನೆಗಳು,: [164, 1230, 336, 1248]
article-divider: [478, 350, 914, 351]
article-body: ಅವರು ಮಾತನಾಡಿ ಸದರಿ ಪ್ರಸ್ತಾವನೆಯಲ್ಲಿ ಕೃಷಿ ಇಲಾಖೆಯ ಕೆಲಸಗಳು ಪ್ರಗತಿಯಲ್ಲಿವೆ. ಜಿಲ್ಲಾಧಿಕಾರಿ ಡಾ. ಕುಮಾರ ಅವರು, ಜಿಲ್ಲಾ ಪಂಚಾಯಿತಿ ಸಿಇಒ ಹಾಗೂ ಹಿರಿಯ ಅಧಿಕಾರಿಗಳು ಸಭೆಯಲ್ಲಿ ಹಾಜರಿದ್ದರು.: [175, 774, 317, 830]
article-divider: [478, 940, 914, 941]
article-body: ನ್ಯಾಯಾಲಯದ ಆದೇಶದಲ್ಲಿ ಯಾವುದೇ ದೋಷವಿಲ್ಲ. ವಕ್ಫ್ ಆಸ್ತಿ ವಿವಾದಕ್ಕೆ ಸಂಬಂಧಿಸಿದಂತೆ ಸಾಮಾಜಿಕ ಜಾಲತಾಣದಲ್ಲಿ ಹಂಚಿಕೊಂಡಿದ್ದ ಪೋಸ್ಟ್ ಕುರಿತು 2024ರ ನವೆಂಬರ್‌ನಲ್ಲಿ ಸಿಇಎನ್ ಠಾಣೆಯಲ್ಲಿ ಪ್ರಕರಣ ದಾಖಲಾಗಿತ್ತು. ನಂತರ ಪೋಸ್ಟ್ ತೆಗೆದುಹಾಕಲಾಗಿತ್ತು.: [628, 486, 774, 554]
article-body-continued: ಮುಖ್ಯ ನ್ಯಾಯಮೂರ್ತಿಗಳು, ಈ ಪ್ರಕರಣದಲ್ಲಿ ಹೈಕೋರ್ಟ್ ಏಕ ಸದಸ್ಯ ಪೀಠದ ಆದೇಶದಲ್ಲಿ ಯಾವುದೇ ದೋಷ ಕಂಡುಬಂದಿಲ್ಲ. ಹೀಗಾಗಿ ಇಡಿ ಅರ್ಜಿಯನ್ನು ವಜಾಗೊಳಿಸಲಾಗುತ್ತಿದೆ. ಅಡಿಷನಲ್ ಸಾಲಿಸಿಟರ್ ಜನರಲ್ ಎಸ್.ವಿ. ರಾಜು ಅವರಿಗೆ ನಾವು ಕೆಲವು ಕಠಿಣ ಪದಗಳನ್ನು ಬಳಸಲು ಒತ್ತಾಯಿಸಬೇಡಿ ಎಂದರು.: [478, 310, 770, 343]
article-body: ಜಿಲ್ಲೆಯಲ್ಲಿ ಈ ಬಾರಿ ಮುಂಗಾರು ಮಳೆ ಬೇಗನೆ ಆರಂಭವಾಗಿದ್ದು, ಕೃಷಿ ಚಟುವಟಿಕೆಗಳು ಚುರುಕುಗೊಂಡಿವೆ. ವಿವಿಧ ಯೋಜನೆಗಳ ಅನುಷ್ಠಾನದ ಕುರಿತು ಇಲಾಖಾವಾರು ಪ್ರಗತಿ ಪರಿಶೀಲನೆ ನಡೆಸಲಾಯಿತು. ಸರ್ಕಾರದ ಕಾರ್ಯಕ್ರಮಗಳು ಸಕಾಲದಲ್ಲಿ ಫಲಾನುಭವಿಗಳಿಗೆ ತಲುಪಬೇಕು ಎಂದು ಅಧಿಕಾರಿಗಳಿಗೆ ಸೂಚಿಸಲಾಯಿತು. ಎಸ್‌ಸಿ/ಎಸ್‌ಟಿ ಮಕ್ಕಳ ವಿದ್ಯಾರ್ಥಿ ನಿಲಯಗಳು, ಶಾಲೆಗಳ ಕಟ್ಟಡಗಳ ದುರಸ್ತಿ, ಕುಡಿಯುವ ನೀರಿನ ವ್ಯವಸ್ಥೆ ಹಾಗೂ ಆರೋಗ್ಯ ಕೇಂದ್ರಗಳ ಸುಧಾರಣೆಗೆ ಆದ್ಯತೆ ನೀಡಬೇಕು. ಶಿಕ್ಷಕರ ಕೊರತೆ ನೀಗಿಸಲು ಅತಿಥಿ ಶಿಕ್ಷಕರ ನೇಮಕಾತಿ ಪ್ರಕ್ರಿಯೆ ಪೂರ್ಣಗೊಳಿಸಬೇಕು.: [30, 122, 170, 269]
article-body: ಮಳೆಯಾಗುವ ನಿರೀಕ್ಷೆಯಿದೆ. ರಾಜ್ಯ ರಾಜಧಾನಿಯಲ್ಲಿ ಭಾನುವಾರ 6.5 ಮಿಮೀ ಮಳೆಯಾಗಿದೆ. ಉಡುಪಿ ಜಿಲ್ಲೆಯ ಕೊಲ್ಲೂರು (73.5 ಮಿಮೀ) ಮತ್ತು ಬೈಂದೂರು (70 ಮಿಮೀ) ಭಾಗಗಳಲ್ಲಿ ಭಾರೀ ಮಳೆಯಾಗಿದೆ. ಕರಾವಳಿ ಜಿಲ್ಲೆಗಳಾದ ದಕ್ಷಿಣ ಕನ್ನಡ, ಉಡುಪಿ ಮತ್ತು ಉತ್ತರ ಕನ್ನಡ ಜಿಲ್ಲೆಗಳಲ್ಲಿ ಯೆಲ್ಲೋ ಅಲರ್ಟ್ ಘೋಷಿಸಲಾಗಿದೆ. ಮಲೆನಾಡು ಭಾಗದ ಶಿವಮೊಗ್ಗ, ಚಿಕ್ಕಮಗಳೂರು, ಕೊಡಗು, ಹಾಸನ ಜಿಲ್ಲೆಗಳಲ್ಲೂ ಉತ್ತಮ ಮಳೆಯಾಗುವ ಸಾಧ್ಯತೆ ಇದೆ ಎಂದು ಹವಾಮಾನ ಇಲಾಖೆ ತಿಳಿಸಿದೆ.: [774, 968, 914, 1081]
registration-dot: [334, 1554, 346, 1566]
photo-wreckage-icon: [826, 612, 914, 748]
article-body: ಬಳಿಕ ಮಾತನಾಡಿದ ಶಾಸಕರು, ನೀರಾವರಿ ಯೋಜನೆಗಳಿಗೆ ಹೆಚ್ಚಿನ ಅನುದಾನ ಬಿಡುಗಡೆ ಮಾಡುವಂತೆ ಮನವಿ ಮಾಡಿದರು. ಜಿಲ್ಲಾ ಪೊಲೀಸ್ ವರಿಷ್ಠಾಧಿಕಾರಿ ಮಲ್ಲಿಕಾರ್ಜುನ ಬಾಲದಂಡಿ ಉಪಸ್ಥಿತರಿದ್ದರು.: [322, 774, 468, 830]
page-number: 02: [889, 37, 909, 53]
section-banner: [30, 66, 468, 100]
article-divider: [30, 946, 470, 947]
news-photo-supreme-court-cm: [628, 86, 914, 248]
registration-dot: [595, 1554, 607, 1566]
